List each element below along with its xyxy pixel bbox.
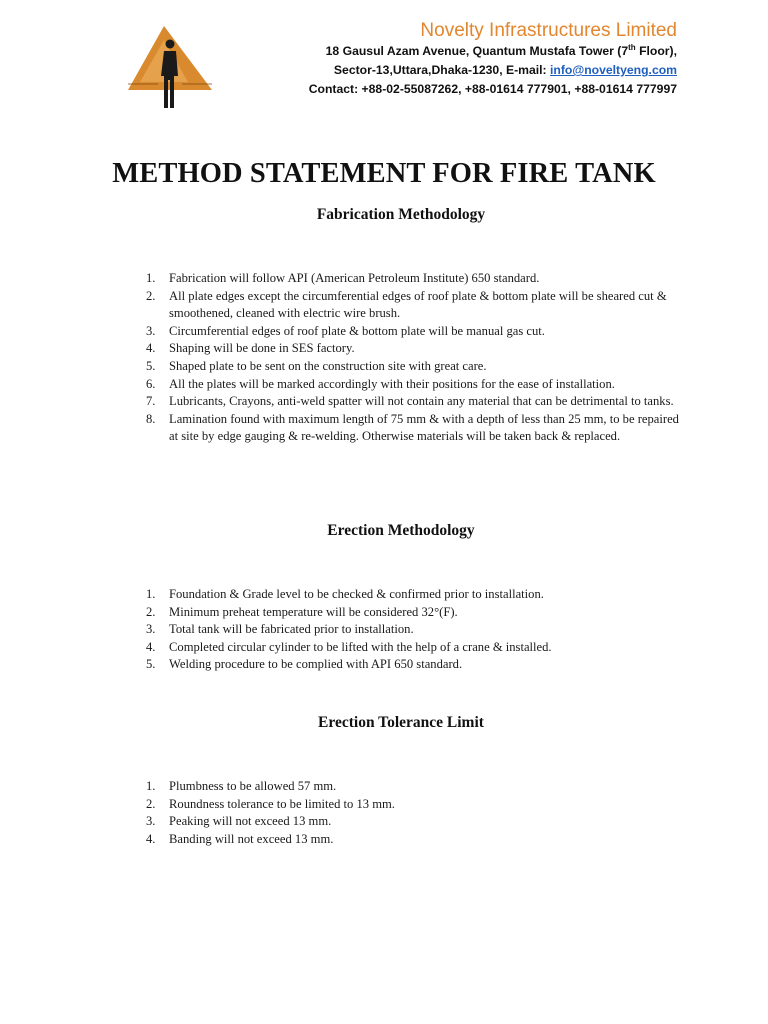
floor-suffix: th — [628, 42, 636, 52]
section-heading-fabrication: Fabrication Methodology — [316, 206, 486, 223]
item-text: Circumferential edges of roof plate & bottom plate will be manual gas cut. — [169, 323, 545, 338]
list-item — [0, 288, 679, 323]
address-line-1 — [309, 42, 677, 61]
item-text: Fabrication will follow API (American Petroleum Institute) 650 standard. — [169, 271, 540, 285]
list-item — [0, 270, 679, 288]
list-item — [0, 656, 679, 674]
address-line-1-pre: 18 Gausul Azam Avenue, Quantum Mustafa Tower (7 — [325, 44, 629, 58]
item-text: Roundness tolerance to be limited to 13 mm. — [169, 796, 395, 811]
item-number: 8. — [146, 411, 156, 426]
fabrication-list — [0, 270, 679, 446]
list-item — [0, 621, 679, 639]
contact-line: Contact: +88-02-55087262, +88-01614 777901, +88-01614 777997 — [308, 82, 677, 96]
item-number: 2. — [146, 288, 156, 303]
list-item — [0, 358, 679, 376]
item-number: 6. — [146, 376, 156, 391]
email-link[interactable]: info@noveltyeng.com — [550, 63, 677, 77]
item-text: Banding will not exceed 13 mm. — [169, 831, 334, 846]
address-line-1-post: Floor), — [635, 44, 677, 58]
item-number: 4. — [146, 831, 156, 846]
company-name: Novelty Infrastructures Limited — [420, 20, 677, 41]
tolerance-list — [0, 778, 679, 848]
item-number: 1. — [146, 271, 156, 285]
item-number: 7. — [146, 394, 156, 409]
item-number: 5. — [146, 657, 156, 672]
item-number: 5. — [146, 358, 156, 373]
list-item — [0, 376, 679, 394]
item-number: 3. — [146, 323, 156, 338]
item-text: All plate edges except the circumferential edges of roof plate & bottom plate will be sheared cut & smoothened, cleaned with electric wire brush. — [169, 288, 667, 321]
list-item — [0, 586, 679, 604]
item-number: 3. — [146, 814, 156, 829]
company-header — [309, 20, 677, 99]
item-number: 2. — [146, 604, 156, 619]
list-item — [0, 411, 679, 446]
list-item — [0, 340, 679, 358]
section-heading-tolerance: Erection Tolerance Limit — [318, 714, 484, 731]
address-line-2 — [309, 61, 677, 80]
item-number: 1. — [146, 587, 156, 601]
list-item — [0, 813, 679, 831]
item-text: Plumbness to be allowed 57 mm. — [169, 779, 337, 793]
item-text: Completed circular cylinder to be lifted with the help of a crane & installed. — [169, 639, 552, 654]
document-title: METHOD STATEMENT FOR FIRE TANK — [112, 158, 656, 189]
list-item — [0, 604, 679, 622]
pyramid-person-logo — [126, 24, 218, 114]
item-text: Lubricants, Crayons, anti-weld spatter will not contain any material that can be detrimental to tanks. — [169, 394, 674, 409]
item-number: 3. — [146, 622, 156, 637]
erection-list — [0, 586, 679, 674]
list-item — [0, 831, 679, 849]
item-text: Lamination found with maximum length of 75 mm & with a depth of less than 25 mm, to be repaired at site by edge gauging & re-welding. Otherwise materials will be taken back & replaced. — [169, 411, 679, 444]
list-item — [0, 778, 679, 796]
item-text: Shaped plate to be sent on the construction site with great care. — [169, 358, 487, 373]
item-number: 4. — [146, 341, 156, 356]
item-text: All the plates will be marked accordingly with their positions for the ease of installation. — [169, 376, 615, 391]
list-item — [0, 639, 679, 657]
item-number: 4. — [146, 639, 156, 654]
list-item — [0, 323, 679, 341]
item-number: 1. — [146, 779, 156, 793]
list-item — [0, 393, 679, 411]
item-number: 2. — [146, 796, 156, 811]
address-line-2-pre: Sector-13,Uttara,Dhaka-1230, E-mail: — [333, 63, 550, 77]
item-text: Total tank will be fabricated prior to installation. — [169, 622, 414, 637]
item-text: Peaking will not exceed 13 mm. — [169, 814, 332, 829]
item-text: Foundation & Grade level to be checked & confirmed prior to installation. — [169, 587, 544, 601]
item-text: Shaping will be done in SES factory. — [169, 341, 355, 356]
list-item — [0, 796, 679, 814]
item-text: Minimum preheat temperature will be considered 32°(F). — [169, 604, 458, 619]
item-text: Welding procedure to be complied with API 650 standard. — [169, 657, 463, 672]
section-heading-erection: Erection Methodology — [327, 522, 475, 539]
